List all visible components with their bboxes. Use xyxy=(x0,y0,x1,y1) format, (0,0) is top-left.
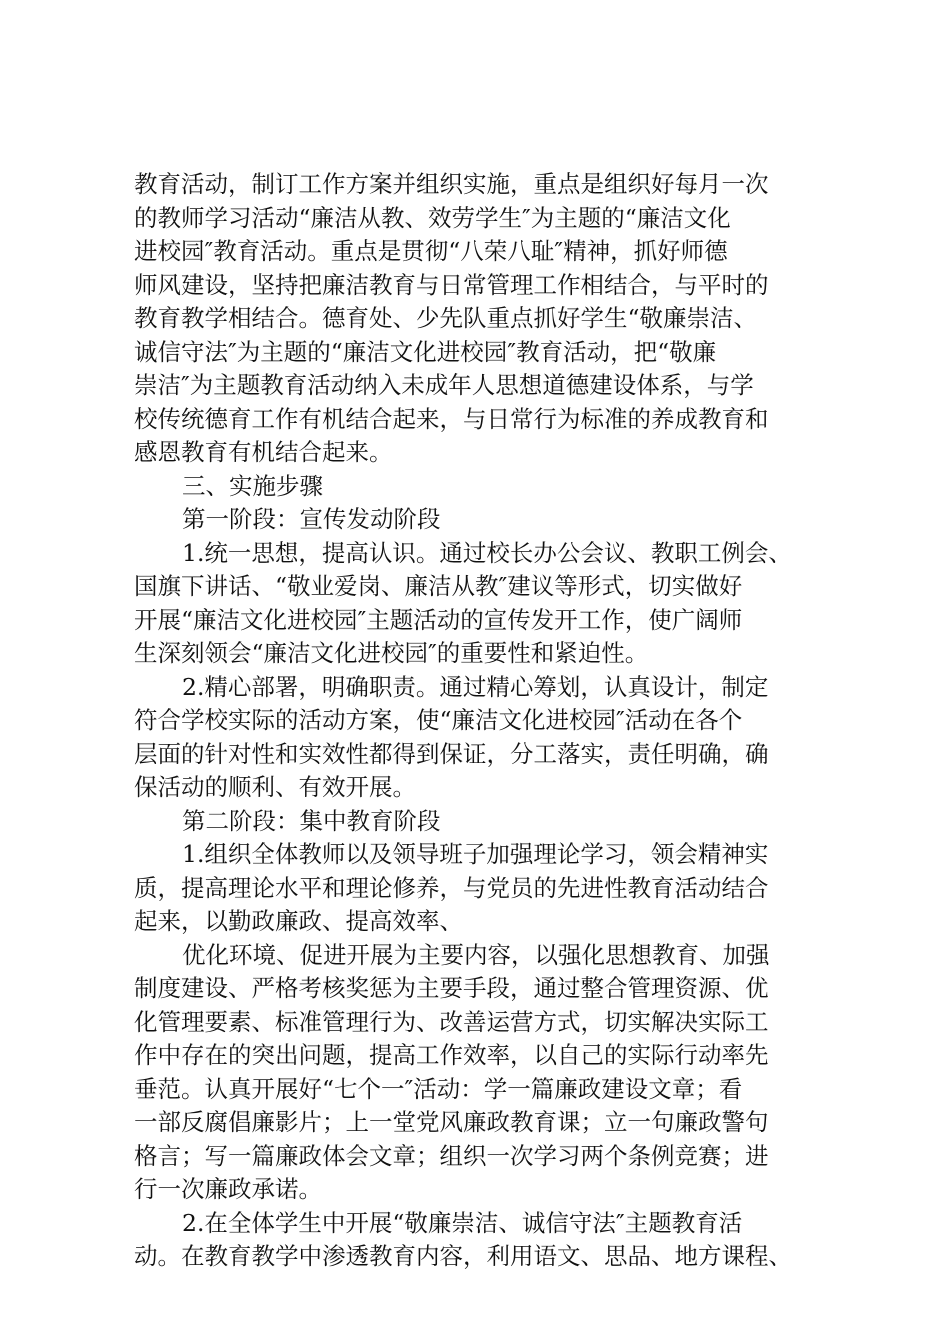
document-body xyxy=(134,168,834,1274)
text-line: 三、实施步骤 xyxy=(182,471,323,500)
text-line: 的教师学习活动“廉洁从教、效劳学生″为主题的“廉洁文化 xyxy=(134,203,731,232)
text-line: 诚信守法″为主题的“廉洁文化进校园″教育活动，把“敬廉 xyxy=(134,337,717,366)
text-line: 格言；写一篇廉政体会文章；组织一次学习两个条例竞赛；进 xyxy=(134,1141,769,1170)
text-line: 开展“廉洁文化进校园″主题活动的宣传发开工作，使广阔师 xyxy=(134,605,743,634)
text-line: 生深刻领会“廉洁文化进校园″的重要性和紧迫性。 xyxy=(134,639,649,667)
text-line: 校传统德育工作有机结合起来，与日常行为标准的养成教育和 xyxy=(134,404,769,433)
text-line: 制度建设、严格考核奖惩为主要手段，通过整合管理资源、优 xyxy=(134,974,769,1002)
text-line: 2.在全体学生中开展“敬廉崇洁、诚信守法″主题教育活 xyxy=(182,1208,743,1237)
text-line: 符合学校实际的活动方案，使“廉洁文化进校园″活动在各个 xyxy=(134,706,743,734)
text-line: 国旗下讲话、“敬业爱岗、廉洁从教″建议等形式，切实做好 xyxy=(134,572,743,600)
text-line: 一部反腐倡廉影片；上一堂党风廉政教育课；立一句廉政警句 xyxy=(134,1108,769,1136)
text-line: 感恩教育有机结合起来。 xyxy=(134,438,393,466)
text-line: 第一阶段：宣传发动阶段 xyxy=(182,505,441,533)
text-line: 作中存在的突出问题，提高工作效率，以自己的实际行动率先 xyxy=(134,1041,769,1069)
text-line: 教育活动，制订工作方案并组织实施，重点是组织好每月一次 xyxy=(134,170,769,198)
text-line: 1.统一思想，提高认识。通过校长办公会议、教职工例会、 xyxy=(182,538,792,567)
text-line: 教育教学相结合。德育处、少先队重点抓好学生“敬廉崇洁、 xyxy=(134,304,758,332)
text-line: 第二阶段：集中教育阶段 xyxy=(182,806,441,835)
text-line: 1.组织全体教师以及领导班子加强理论学习，领会精神实 xyxy=(182,840,769,868)
text-line: 保活动的顺利、有效开展。 xyxy=(134,773,416,801)
text-line: 行一次廉政承诺。 xyxy=(134,1175,322,1203)
text-line: 进校园″教育活动。重点是贯彻“八荣八耻″精神，抓好师德 xyxy=(134,237,728,265)
text-line: 崇洁″为主题教育活动纳入未成年人思想道德建设体系，与学 xyxy=(134,371,754,399)
text-line: 2.精心部署，明确职责。通过精心筹划，认真设计，制定 xyxy=(182,672,769,701)
text-line: 起来，以勤政廉政、提高效率、 xyxy=(134,907,463,935)
text-line: 化管理要素、标准管理行为、改善运营方式，切实解决实际工 xyxy=(134,1007,769,1036)
text-line: 质，提高理论水平和理论修养，与党员的先进性教育活动结合 xyxy=(134,873,769,902)
text-line: 师风建设，坚持把廉洁教育与日常管理工作相结合，与平时的 xyxy=(134,270,769,299)
text-line: 动。在教育教学中渗透教育内容，利用语文、思品、地方课程、 xyxy=(134,1242,792,1270)
text-line: 垂范。认真开展好“七个一″活动：学一篇廉政建设文章；看 xyxy=(134,1074,743,1103)
text-line: 优化环境、促进开展为主要内容，以强化思想教育、加强 xyxy=(182,940,770,969)
text-line: 层面的针对性和实效性都得到保证，分工落实，责任明确，确 xyxy=(134,739,769,768)
